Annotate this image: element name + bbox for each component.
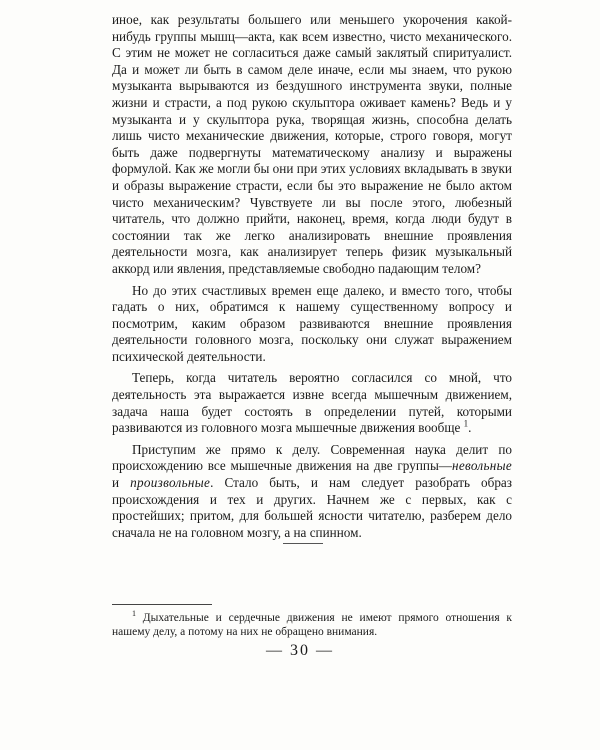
- paragraph-4-conjunction: и: [112, 475, 131, 491]
- footnote-rule: [112, 604, 212, 605]
- paragraph-4-text-b: . Стало быть, и нам следует разобрать образ происхождения и тех и других. Начнем же с первых, как с простейших; притом, для большей ясности читателю, разберем дело сначала не на головном мозгу, а на спинном.: [112, 475, 512, 540]
- footnote-reference: 1: [463, 418, 469, 429]
- emphasis-involuntary: невольные: [452, 458, 512, 474]
- paragraph-2: Но до этих счастливых времен еще далеко, и вместо того, чтобы гадать о них, обратимся к нашему существенному вопросу и посмотрим, каким образом развиваются внешние проявления деятельности головного мозга, поскольку они служат выражением психической деятельности.: [112, 282, 512, 364]
- footnote: [112, 611, 512, 639]
- emphasis-voluntary: произвольные: [130, 475, 211, 491]
- paragraph-4-text-a: Приступим же прямо к делу. Современная наука делит по происхождению все мышечные движения на две группы—: [112, 441, 512, 474]
- footnote-text: Дыхательные и сердечные движения не имеют прямого отношения к нашему делу, а потому на них не обращено внимания.: [112, 612, 512, 638]
- paragraph-3-text: Теперь, когда читатель вероятно согласился со мной, что деятельность эта выражается извне всегда мышечным движением, задача наша будет состоять в определении путей, которыми развиваются из головного мозга мышечные движения вообще: [112, 370, 512, 436]
- paragraph-3: Теперь, когда читатель вероятно согласился со мной, что деятельность эта выражается извне всегда мышечным движением, задача наша будет состоять в определении путей, которыми развиваются из головного мозга мышечные движения вообще $^1$.: [112, 370, 512, 436]
- paragraph-4: [112, 442, 512, 542]
- page-body: [112, 12, 512, 541]
- footnote-marker: 1: [132, 609, 136, 619]
- page-number: — 30 —: [266, 642, 334, 659]
- paragraph-1: иное, как результаты большего или меньшего укорочения какой-нибудь группы мышц—акта, как всем известно, чисто механического. С этим не может не согласиться даже самый заклятый спиритуалист. Да и может ли быть в самом деле иначе, если мы знаем, что рукою музыканта вырываются из бездушного инструмента звуки, полные жизни и страсти, а под рукою скульптора оживает камень? Ведь и у музыканта и у скульптора рука, творящая жизнь, способна делать лишь чисто механические движения, которые, строго говоря, могут быть даже подвергнуты математическому анализу и выражены формулой. Как же могли бы они при этих условиях вкладывать в звуки и образы выражение страсти, если бы это выражение не было актом чисто механическим? Чувствуете ли вы после этого, любезный читатель, что должно прийти, наконец, время, когда люди будут в состоянии так же легко анализировать внешние проявления деятельности мозга, как анализирует теперь физик музыкальный аккорд или явления, представляемые свободно падающим телом?: [112, 12, 512, 276]
- section-divider: [283, 543, 323, 544]
